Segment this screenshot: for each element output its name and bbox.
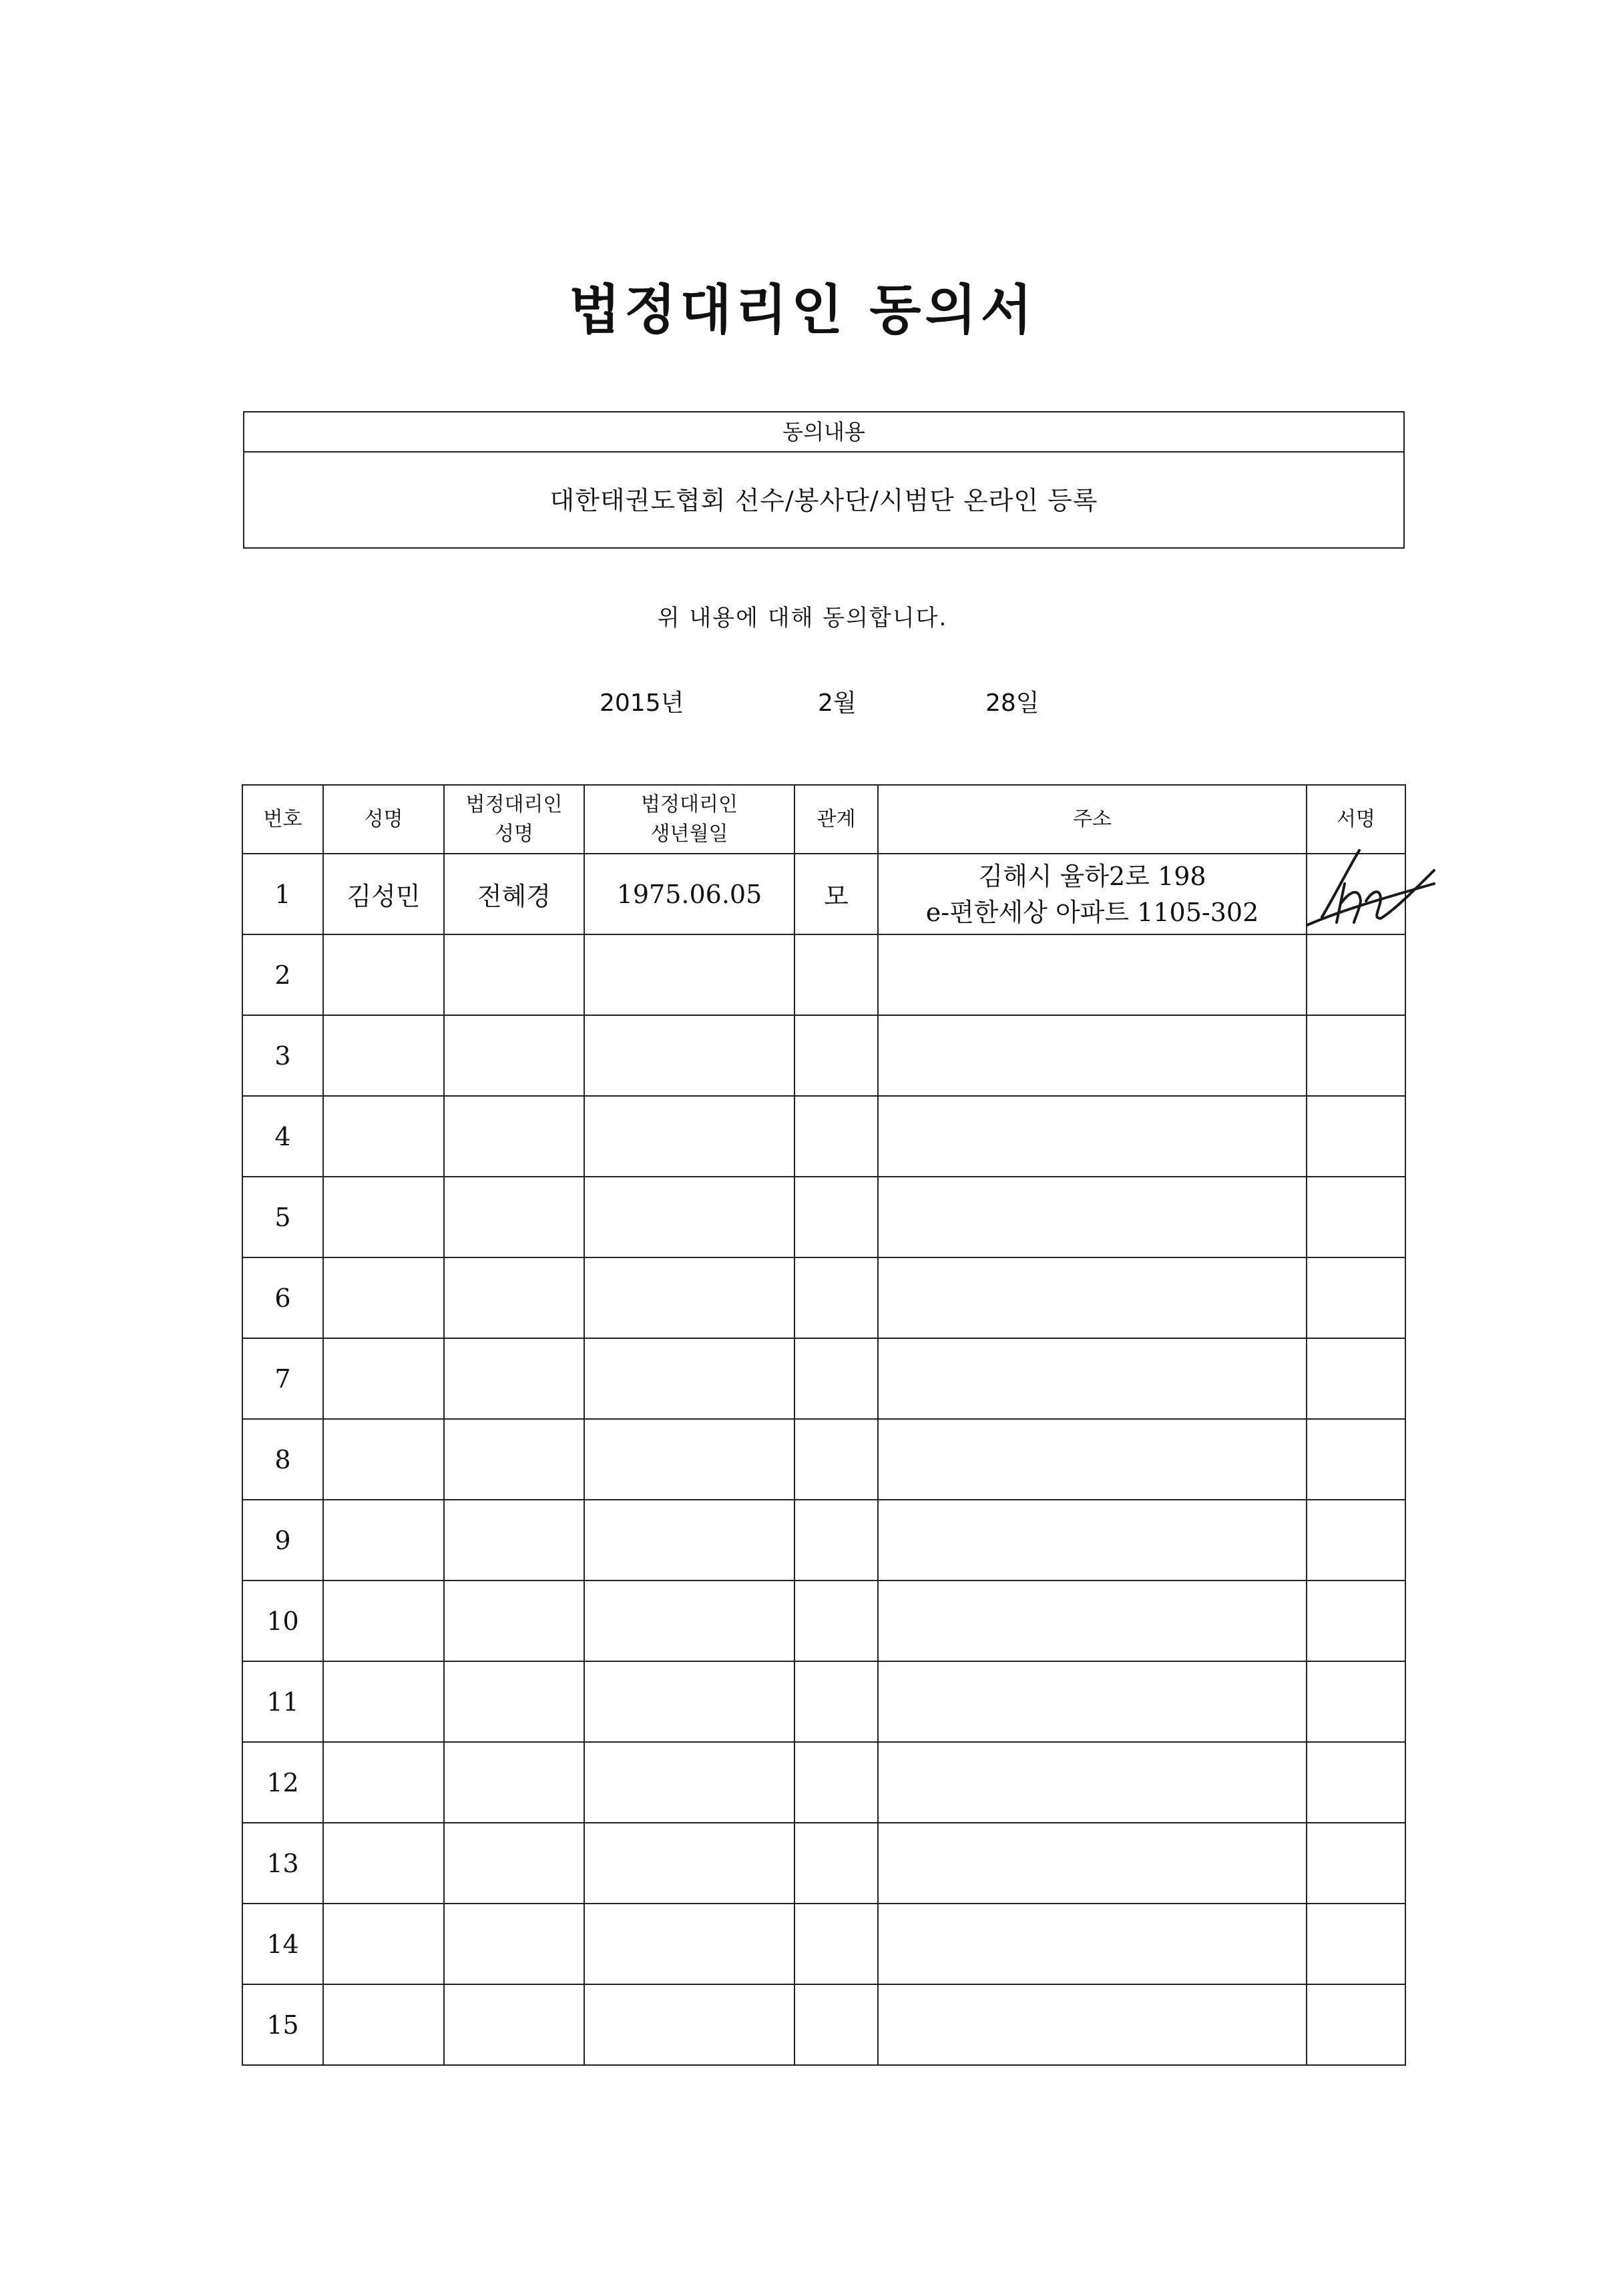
table-row xyxy=(242,1500,1405,1581)
table-row xyxy=(242,1177,1405,1257)
cell-number: 4 xyxy=(242,1096,323,1177)
consent-box xyxy=(243,411,1405,549)
table-row xyxy=(242,1096,1405,1177)
cell-number: 15 xyxy=(242,1984,323,2065)
address-line1: 김해시 율하2로 198 xyxy=(978,861,1206,891)
cell-relation: 모 xyxy=(794,854,878,934)
cell-number: 5 xyxy=(242,1177,323,1257)
table-row xyxy=(242,1015,1405,1096)
cell-number: 10 xyxy=(242,1581,323,1661)
page-title: 법정대리인 동의서 xyxy=(568,279,1037,341)
table-row xyxy=(242,854,1405,934)
handwritten-signature xyxy=(1281,844,1447,937)
date-year: 2015년 xyxy=(600,689,684,717)
header-guardian-name xyxy=(444,785,584,854)
cell-number: 3 xyxy=(242,1015,323,1096)
cell-name: 김성민 xyxy=(323,854,444,934)
header-guardian-dob-line2: 생년월일 xyxy=(650,822,728,846)
table-row xyxy=(242,1581,1405,1661)
header-guardian-name-line1: 법정대리인 xyxy=(465,792,563,816)
header-name: 성명 xyxy=(323,785,444,854)
date-day: 28일 xyxy=(985,689,1040,717)
header-relation: 관계 xyxy=(794,785,878,854)
cell-number: 1 xyxy=(242,854,323,934)
header-address: 주소 xyxy=(878,785,1307,854)
header-guardian-dob xyxy=(584,785,794,854)
table-header-row xyxy=(242,785,1405,854)
table-row xyxy=(242,1257,1405,1338)
cell-number: 11 xyxy=(242,1661,323,1742)
cell-number: 9 xyxy=(242,1500,323,1581)
header-guardian-dob-line1: 법정대리인 xyxy=(641,792,738,816)
cell-number: 6 xyxy=(242,1257,323,1338)
table-row xyxy=(242,1742,1405,1823)
consent-statement: 위 내용에 대해 동의합니다. xyxy=(657,605,948,631)
cell-signature xyxy=(1307,854,1405,934)
cell-address xyxy=(878,854,1307,934)
table-row xyxy=(242,1984,1405,2065)
cell-number: 8 xyxy=(242,1419,323,1500)
header-guardian-name-line2: 성명 xyxy=(495,822,533,846)
table-row xyxy=(242,1338,1405,1419)
cell-number: 12 xyxy=(242,1742,323,1823)
header-signature: 서명 xyxy=(1307,785,1405,854)
cell-number: 7 xyxy=(242,1338,323,1419)
guardian-table xyxy=(242,784,1406,2066)
consent-content: 대한태권도협회 선수/봉사단/시범단 온라인 등록 xyxy=(549,486,1098,515)
date-month: 2월 xyxy=(818,689,857,717)
cell-number: 13 xyxy=(242,1823,323,1904)
table-row xyxy=(242,934,1405,1015)
cell-guardian-name: 전혜경 xyxy=(444,854,584,934)
cell-guardian-dob: 1975.06.05 xyxy=(584,854,794,934)
cell-number: 14 xyxy=(242,1904,323,1984)
table-row xyxy=(242,1823,1405,1904)
header-number: 번호 xyxy=(242,785,323,854)
address-line2: e-편한세상 아파트 1105-302 xyxy=(925,897,1259,927)
table-row xyxy=(242,1904,1405,1984)
cell-number: 2 xyxy=(242,934,323,1015)
table-row xyxy=(242,1661,1405,1742)
table-row xyxy=(242,1419,1405,1500)
consent-header: 동의내용 xyxy=(244,412,1403,453)
